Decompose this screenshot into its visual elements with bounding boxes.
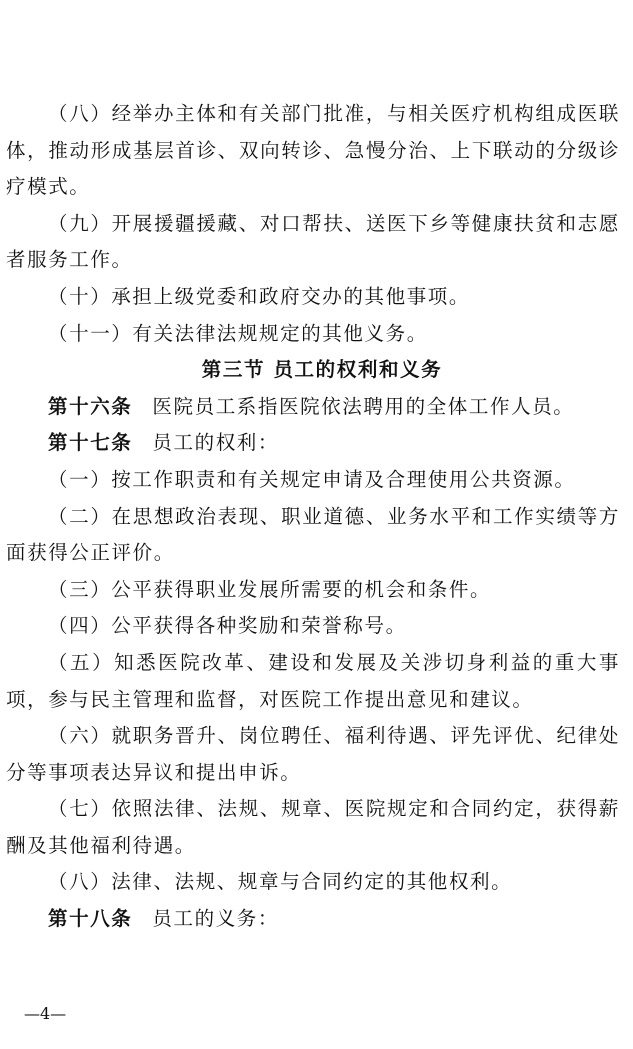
- document-body: [6, 96, 620, 938]
- right-item-1: （一）按工作职责和有关规定申请及合理使用公共资源。: [48, 467, 576, 491]
- paragraph-item-10: （十）承担上级党委和政府交办的其他事项。: [48, 284, 471, 308]
- right-item-3: （三）公平获得职业发展所需要的机会和条件。: [48, 577, 492, 601]
- article-17-text: 员工的权利：: [152, 431, 280, 455]
- article-17: [6, 425, 620, 462]
- article-18-heading: 第十八条: [48, 907, 133, 931]
- section-title: 第三节 员工的权利和义务: [201, 358, 443, 382]
- right-item-4: （四）公平获得各种奖励和荣誉称号。: [48, 614, 407, 638]
- page-number: —4—: [24, 1004, 67, 1023]
- article-18: [6, 901, 620, 938]
- article-18-text: 员工的义务：: [152, 907, 280, 931]
- paragraph-item-11: （十一）有关法律法规规定的其他义务。: [48, 321, 428, 345]
- right-item-5: （五）知悉医院改革、建设和发展及关涉切身利益的重大事项，参与民主管理和监督，对医院工作提出意见和建议。: [6, 650, 620, 711]
- article-16-heading: 第十六条: [48, 394, 133, 418]
- right-item-2: （二）在思想政治表现、职业道德、业务水平和工作实绩等方面获得公正评价。: [6, 504, 620, 565]
- right-item-7: （七）依照法律、法规、规章、医院规定和合同约定，获得薪酬及其他福利待遇。: [6, 797, 620, 857]
- paragraph-item-9: （九）开展援疆援藏、对口帮扶、送医下乡等健康扶贫和志愿者服务工作。: [6, 211, 620, 272]
- article-16: [6, 389, 620, 426]
- paragraph-item-8: （八）经举办主体和有关部门批准，与相关医疗机构组成医联体，推动形成基层首诊、双向转诊、急慢分治、上下联动的分级诊疗模式。: [6, 102, 620, 199]
- right-item-6: （六）就职务晋升、岗位聘任、福利待遇、评先评优、纪律处分等事项表达异议和提出申诉。: [6, 724, 620, 784]
- right-item-8: （八）法律、法规、规章与合同约定的其他权利。: [48, 870, 513, 894]
- article-17-heading: 第十七条: [48, 431, 133, 455]
- article-16-text: 医院员工系指医院依法聘用的全体工作人员。: [152, 394, 575, 418]
